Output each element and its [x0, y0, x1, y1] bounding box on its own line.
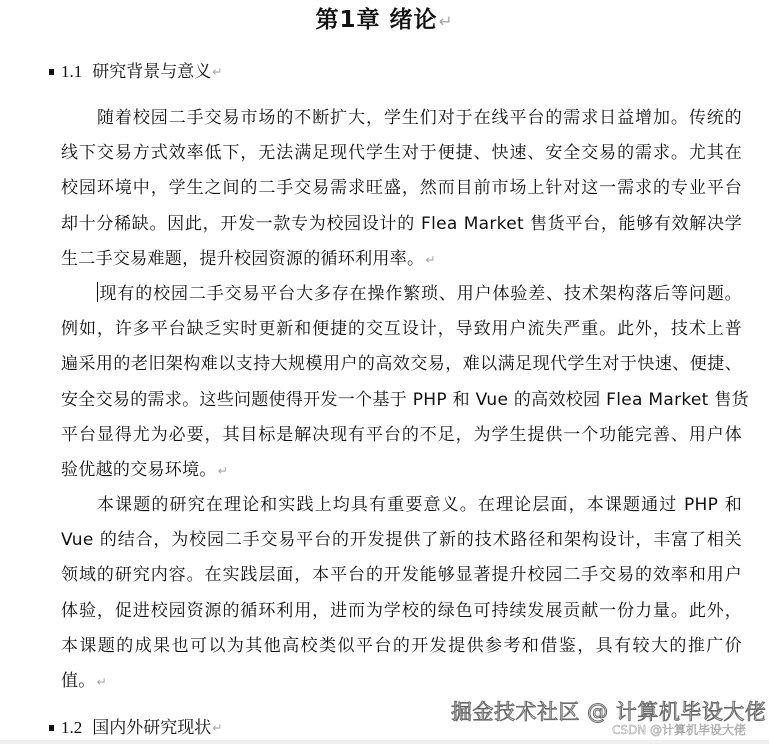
paragraph-mark-icon: ↵ — [438, 12, 454, 31]
paragraph-line: 本课题的成果也可以为其他高校类似平台的开发提供参考和借鉴，具有较大的推广价 — [61, 635, 742, 656]
paragraph-line-text: 值。 — [61, 670, 96, 691]
chapter-title-text: 第1章 绪论 — [315, 7, 438, 33]
text-cursor — [97, 282, 98, 302]
watermark-juejin: 掘金技术社区 @ 计算机毕设大佬 — [451, 700, 767, 724]
section-number: 1.1 — [61, 62, 83, 81]
paragraph-line: 本课题的研究在理论和实践上均具有重要意义。在理论层面，本课题通过 PHP 和 — [97, 495, 742, 515]
paragraph-line: 平台显得尤为必要，其目标是解决现有平台的不足，为学生提供一个功能完善、用户体 — [61, 424, 742, 445]
paragraph-line: 领域的研究内容。在实践层面，本平台的开发能够显著提升校园二手交易的效率和用户 — [61, 565, 742, 586]
paragraph-line-text: 生二手交易难题，提升校园资源的循环利用率。 — [61, 248, 425, 269]
section-heading-1-2 — [49, 716, 223, 740]
paragraph-line: 安全交易的需求。这些问题使得开发一个基于 PHP 和 Vue 的高效校园 Flea Market 售货 — [61, 389, 749, 410]
heading-bullet-icon — [49, 725, 54, 731]
bottom-strip — [0, 740, 769, 744]
watermark-csdn: CSDN @计算机毕设大佬 — [612, 723, 747, 737]
paragraph-line: 例如，许多平台缺乏实时更新和便捷的交互设计，导致用户流失严重。此外，技术上普 — [61, 319, 742, 340]
paragraph-3[interactable] — [61, 488, 742, 699]
paragraph-1[interactable] — [61, 101, 742, 277]
paragraph-mark-icon: ↵ — [217, 463, 229, 478]
paragraph-2[interactable] — [61, 277, 749, 488]
paragraph-line: 校园环境中，学生之间的二手交易需求旺盛，然而目前市场上针对这一需求的专业平台 — [61, 178, 742, 199]
section-number: 1.2 — [61, 718, 83, 737]
paragraph-line-text: 验优越的交易环境。 — [61, 459, 217, 480]
paragraph-line: 遍采用的老旧架构难以支持大规模用户的高效交易，难以满足现代学生对于快速、便捷、 — [61, 354, 742, 375]
section-title: 国内外研究现状 — [92, 718, 212, 738]
paragraph-line: 随着校园二手交易市场的不断扩大，学生们对于在线平台的需求日益增加。传统的 — [97, 108, 742, 128]
paragraph-line: 体验，促进校园资源的循环利用，进而为学校的绿色可持续发展贡献一份力量。此外， — [61, 600, 742, 621]
paragraph-mark-icon: ↵ — [96, 674, 108, 689]
paragraph-line: 却十分稀缺。因此，开发一款专为校园设计的 Flea Market 售货平台，能够有效解决学 — [61, 213, 742, 234]
paragraph-line: 线下交易方式效率低下，无法满足现代学生对于便捷、快速、安全交易的需求。尤其在 — [61, 143, 742, 164]
paragraph-line — [61, 277, 742, 312]
paragraph-mark-icon: ↵ — [212, 65, 223, 79]
paragraph-line-last — [61, 664, 742, 699]
paragraph-line: Vue 的结合，为校园二手交易平台的开发提供了新的技术路径和架构设计，丰富了相关 — [61, 530, 742, 551]
section-title: 研究背景与意义 — [92, 62, 212, 82]
heading-bullet-icon — [49, 69, 54, 75]
paragraph-line-last — [61, 453, 742, 488]
paragraph-line-text: 现有的校园二手交易平台大多存在操作繁琐、用户体验差、技术架构落后等问题。 — [99, 284, 742, 304]
chapter-title — [0, 4, 769, 38]
paragraph-line-last — [61, 242, 742, 277]
paragraph-mark-icon: ↵ — [425, 252, 436, 267]
section-heading-1-1 — [49, 60, 223, 84]
paragraph-mark-icon: ↵ — [212, 721, 223, 735]
